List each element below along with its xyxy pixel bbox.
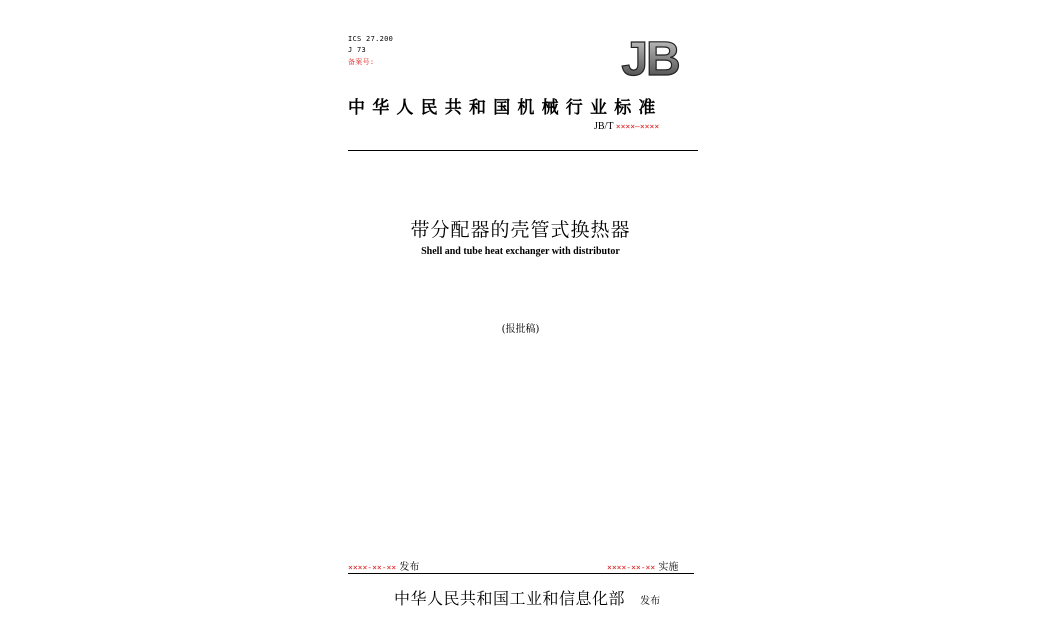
publish-date-line [348, 558, 419, 573]
title-english: Shell and tube heat exchanger with distributor [421, 246, 620, 257]
implement-date-line [607, 558, 678, 573]
publish-date: ××××-××-×× [348, 563, 397, 572]
standard-number [594, 121, 659, 132]
title-chinese: 带分配器的壳管式换热器 [410, 219, 631, 241]
jb-logo-text: JB [621, 35, 679, 79]
standard-prefix: JB/T [594, 121, 614, 132]
implement-label: 实施 [658, 562, 679, 573]
issuer-name: 中华人民共和国工业和信息化部 [394, 589, 626, 608]
standard-number-placeholder: ××××—×××× [615, 122, 660, 131]
header-divider [348, 150, 698, 151]
ministry-standard-heading: 中华人民共和国机械行业标准 [348, 98, 663, 118]
record-number-label: 备案号: [348, 58, 375, 66]
classification-code: J 73 [348, 46, 367, 54]
issuer-action: 发布 [640, 596, 661, 607]
draft-status: (报批稿) [501, 324, 540, 335]
issuer-line [394, 586, 660, 609]
publish-label: 发布 [399, 562, 420, 573]
implement-date: ××××-××-×× [607, 563, 656, 572]
footer-divider [348, 573, 694, 574]
ics-code: ICS 27.200 [348, 35, 394, 43]
jb-logo [613, 35, 687, 79]
